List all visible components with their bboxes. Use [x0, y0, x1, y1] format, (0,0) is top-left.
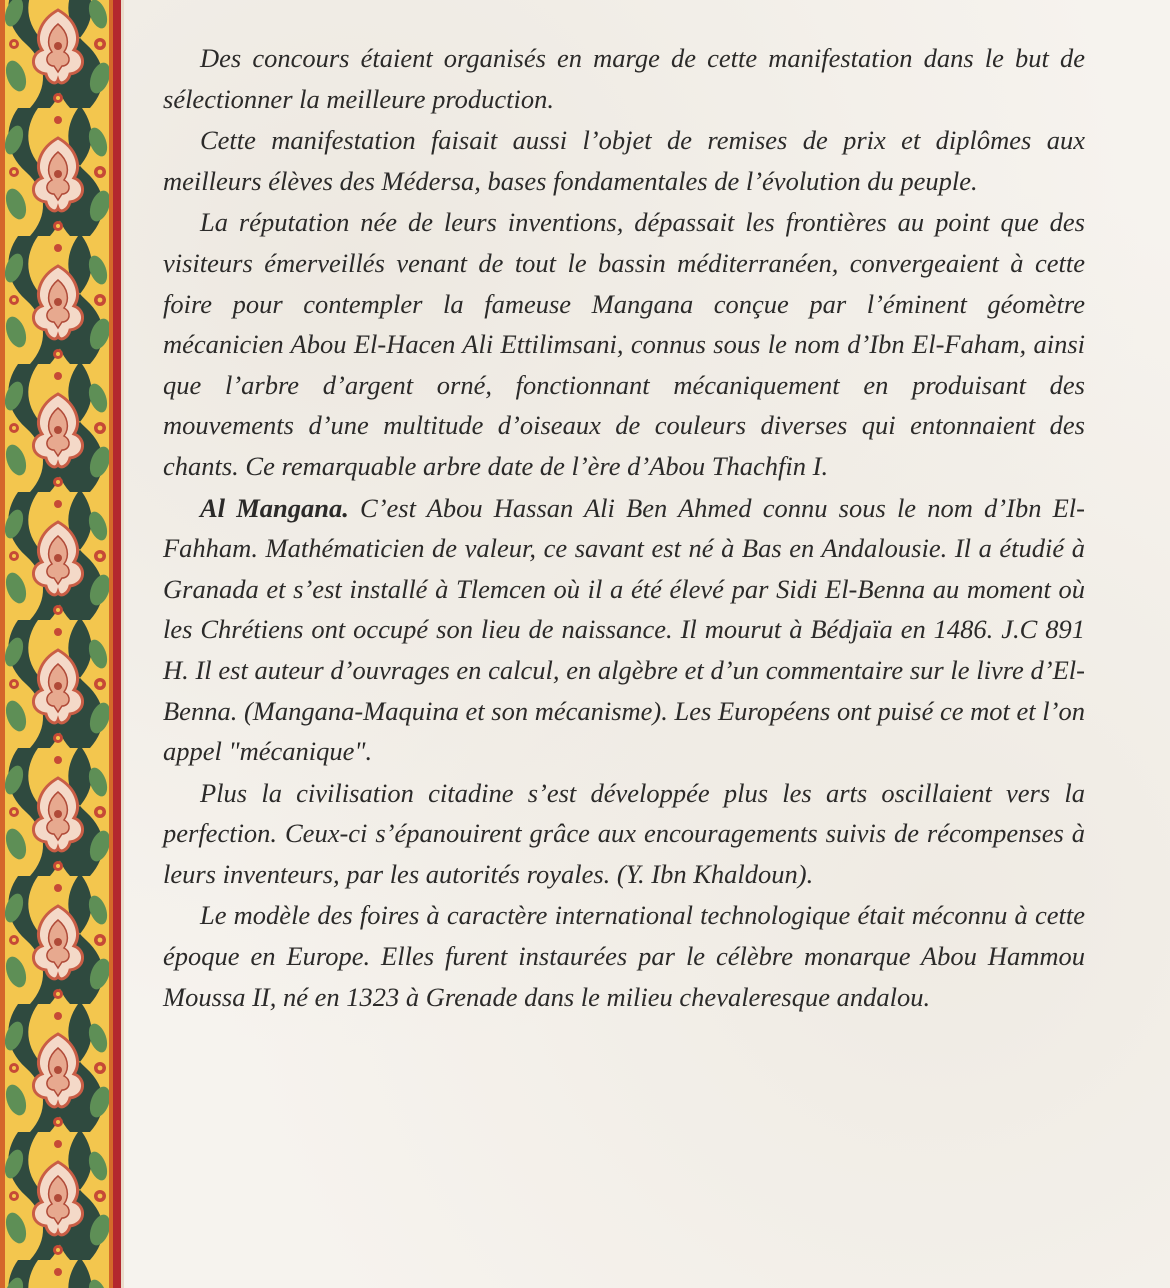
body-text: [163, 38, 1085, 1018]
paragraph-text: Plus la civilisation citadine s’est développée plus les arts oscillaient vers la perfection. Ceux-ci s’épanouirent grâce aux encouragements suivis de récompenses à leurs inventeurs, par les autorités royales. (Y. Ibn Khaldoun).: [163, 777, 1085, 889]
paragraph: [163, 202, 1085, 486]
paragraph: [163, 488, 1085, 772]
paragraph: [163, 895, 1085, 1017]
ornamental-border: [0, 0, 124, 1288]
paragraph-text: Des concours étaient organisés en marge de cette manifestation dans le but de sélectionner la meilleure production.: [163, 43, 1085, 114]
paragraph: [163, 120, 1085, 201]
paragraph-text: La réputation née de leurs inventions, dépassait les frontières au point que des visiteurs émerveillés venant de tout le bassin méditerranéen, convergeaient à cette foire pour contempler la fameuse Mangana conçue par l’éminent géomètre mécanicien Abou El-Hacen Ali Ettilimsani, connus sous le nom d’Ibn El-Faham, ainsi que l’arbre d’argent orné, fonctionnant mécaniquement en produisant des mouvements d’une multitude d’oiseaux de couleurs diverses qui entonnaient des chants. Ce remarquable arbre date de l’ère d’Abou Thachfin I.: [163, 207, 1085, 481]
paragraph: [163, 773, 1085, 895]
paragraph-text: Le modèle des foires à caractère international technologique était méconnu à cette époque en Europe. Elles furent instaurées par le célèbre monarque Abou Hammou Moussa II, né en 1323 à Grenade dans le milieu chevaleresque andalou.: [163, 900, 1085, 1012]
paragraph: [163, 38, 1085, 119]
paragraph-text: C’est Abou Hassan Ali Ben Ahmed connu sous le nom d’Ibn El-Fahham. Mathématicien de valeur, ce savant est né à Bas en Andalousie. Il a étudié à Granada et s’est installé à Tlemcen où il a été élevé par Sidi El-Benna au moment où les Chrétiens ont occupé son lieu de naissance. Il mourut à Bédjaïa en 1486. J.C 891 H. Il est auteur d’ouvrages en calcul, en algèbre et d’un commentaire sur le livre d’El-Benna. (Mangana-Maquina et son mécanisme). Les Européens ont puisé ce mot et l’on appel "mécanique".: [163, 492, 1085, 767]
paragraph-lead: Al Mangana.: [200, 492, 349, 523]
paragraph-text: Cette manifestation faisait aussi l’objet de remises de prix et diplômes aux meilleurs élèves des Médersa, bases fondamentales de l’évolution du peuple.: [163, 125, 1085, 196]
